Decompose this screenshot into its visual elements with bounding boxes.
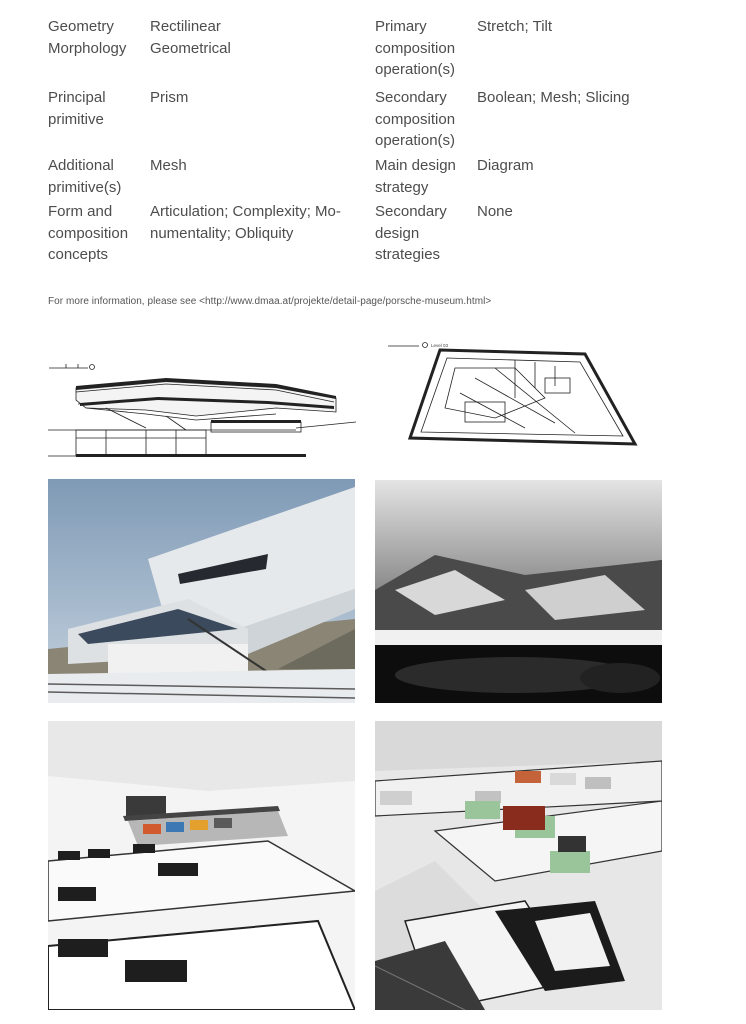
night-photo: [375, 480, 662, 703]
value-main-design-strategy: Diagram: [477, 157, 534, 174]
value-form-composition: Articulation; Complexity; Mo- numentality; Obliquity: [150, 203, 341, 242]
value-geometry-morphology: Rectilinear Geometrical: [150, 18, 231, 57]
label-main-design-strategy: Main design strategy: [375, 157, 456, 196]
plan-drawing: [385, 338, 641, 456]
value-additional-primitive: Mesh: [150, 157, 187, 174]
label-geometry-morphology: Geometry Morphology: [48, 18, 127, 57]
label-form-composition: Form and composition concepts: [48, 203, 129, 263]
interior-photo: [48, 721, 355, 1010]
plan-label: Level 03: [431, 343, 449, 348]
value-secondary-design-strategies: None: [477, 203, 513, 220]
label-additional-primitive: Additional primitive(s): [48, 157, 122, 196]
label-principal-primitive: Principal primitive: [48, 89, 106, 128]
label-primary-composition: Primary composition operation(s): [375, 18, 456, 78]
value-secondary-composition: Boolean; Mesh; Slicing: [477, 89, 630, 106]
exterior-photo: [48, 479, 355, 703]
value-primary-composition: Stretch; Tilt: [477, 18, 553, 35]
value-principal-primitive: Prism: [150, 89, 189, 106]
atrium-photo: [375, 721, 662, 1010]
section-drawing: [46, 358, 358, 462]
label-secondary-design-strategies: Secondary design strategies: [375, 203, 447, 263]
label-secondary-composition: Secondary composition operation(s): [375, 89, 456, 149]
more-info-note: For more information, please see <http://www.dmaa.at/projekte/detail-page/porsche-museum.html>: [48, 296, 492, 307]
